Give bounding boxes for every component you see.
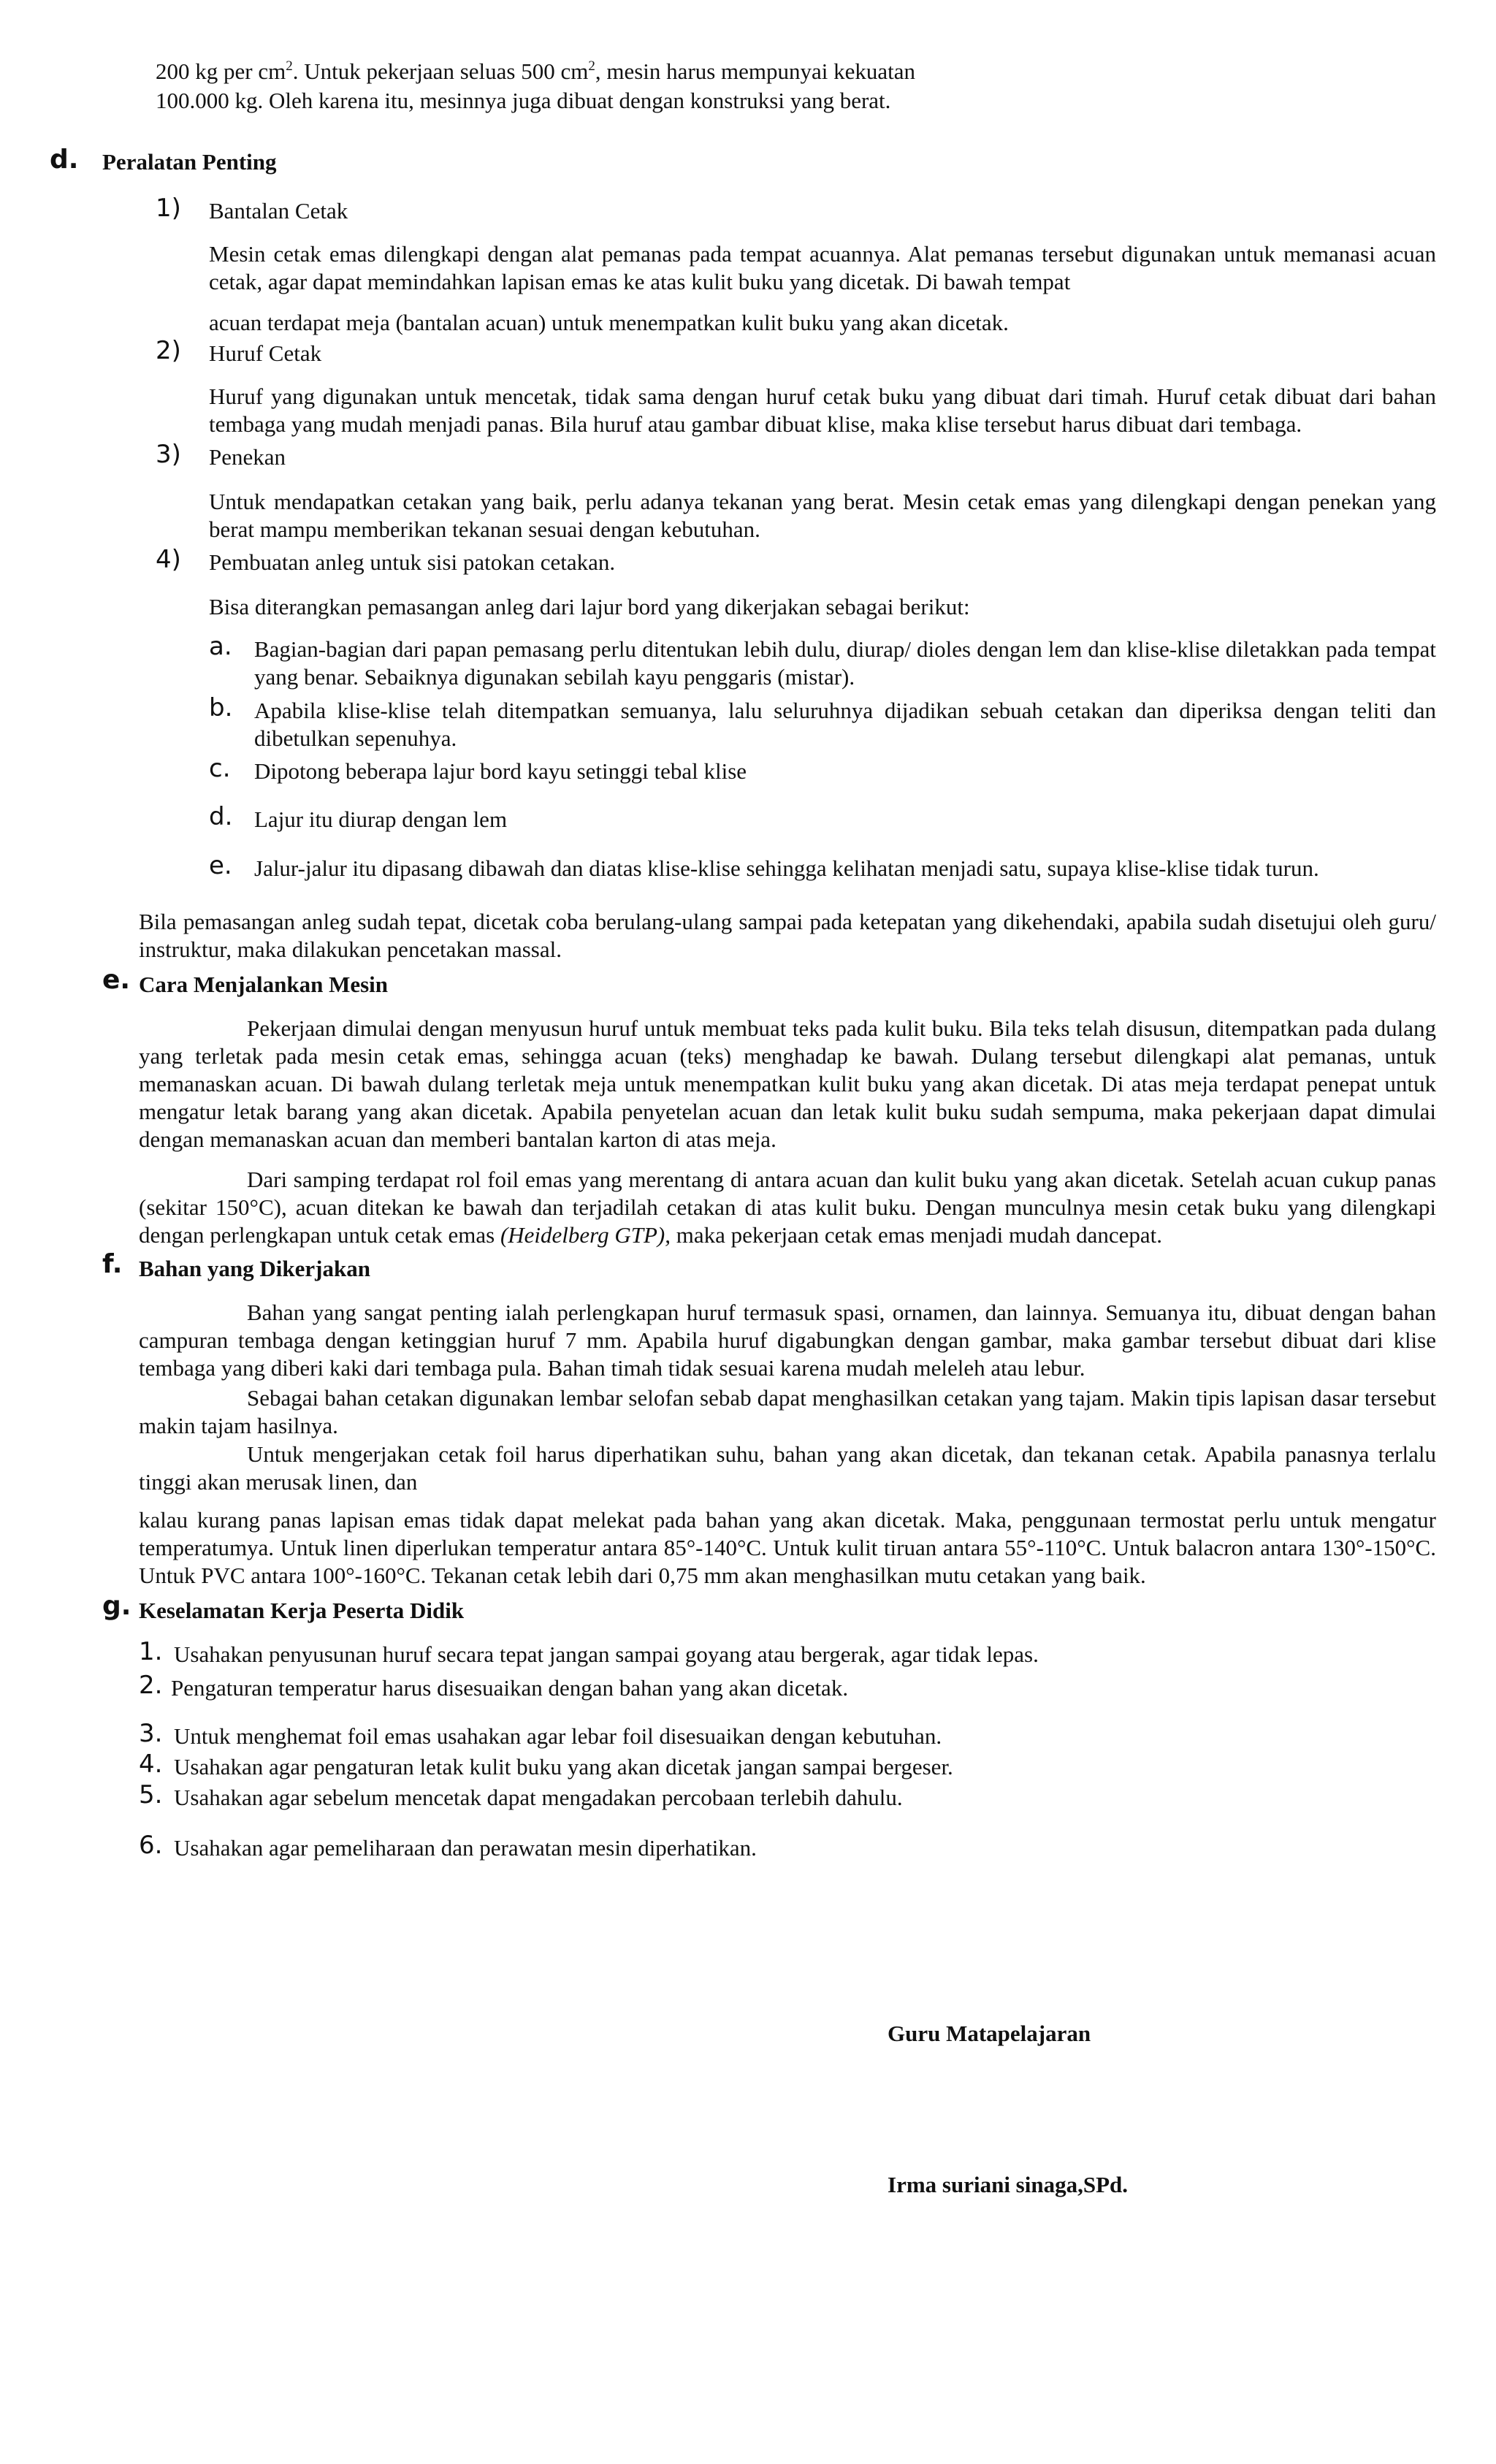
- list-number: 3.: [139, 1719, 163, 1748]
- subitem-text: Dipotong beberapa lajur bord kayu setinggi tebal klise: [254, 758, 747, 784]
- list-item: Untuk menghemat foil emas usahakan agar lebar foil disesuaikan dengan kebutuhan.: [174, 1723, 942, 1749]
- item-title: Huruf Cetak: [209, 340, 322, 366]
- intro-text-b: . Untuk pekerjaan seluas 500 cm: [292, 58, 589, 84]
- subitem-letter: c.: [209, 754, 231, 783]
- list-item: Usahakan agar pemeliharaan dan perawatan mesin diperhatikan.: [174, 1835, 757, 1861]
- list-item: Usahakan agar sebelum mencetak dapat mengadakan percobaan terlebih dahulu.: [174, 1785, 903, 1810]
- list-number: 2.: [139, 1671, 163, 1700]
- section-f-paragraph-3: Untuk mengerjakan cetak foil harus diperhatikan suhu, bahan yang akan dicetak, dan tekanan cetak. Apabila panasnya terlalu tinggi akan merusak linen, dan: [139, 1441, 1436, 1495]
- item-title: Bantalan Cetak: [209, 198, 348, 224]
- item-number: 3): [156, 440, 181, 469]
- list-item: Pengaturan temperatur harus disesuaikan dengan bahan yang akan dicetak.: [171, 1675, 849, 1701]
- item-number: 4): [156, 545, 181, 574]
- subitem-letter: d.: [209, 802, 233, 831]
- section-e-paragraph-2-text: Dari samping terdapat rol foil emas yang merentang di antara acuan dan kulit buku yang akan dicetak. Setelah acuan cukup panas (sekitar 150°C), acuan ditekan ke bawah dan terjadilah cetakan di atas kulit buku. Dengan munculnya mesin cetak buku yang dilengkapi dengan perlengkapan untuk cetak emas: [139, 1167, 1436, 1248]
- section-f-paragraph-2: Sebagai bahan cetakan digunakan lembar selofan sebab dapat menghasilkan cetakan yang tajam. Makin tipis lapisan dasar tersebut makin tajam hasilnya.: [139, 1385, 1436, 1438]
- section-d-title: Peralatan Penting: [102, 149, 277, 175]
- item-title: Pembuatan anleg untuk sisi patokan cetakan.: [209, 549, 616, 575]
- section-d-letter: d.: [50, 145, 79, 175]
- subitem-letter: b.: [209, 693, 233, 722]
- item-number: 1): [156, 194, 181, 223]
- section-f-paragraph-1: Bahan yang sangat penting ialah perlengkapan huruf termasuk spasi, ornamen, dan lainnya. Semuanya itu, dibuat dengan bahan campuran tembaga dengan ketinggian huruf 7 mm. Apabila huruf digabungkan dengan gambar, maka gambar tersebut dibuat dari klise tembaga yang diberi kaki dari tembaga pula. Bahan timah tidak sesuai karena mudah meleleh atau lebur.: [139, 1300, 1436, 1381]
- subitem-text: Lajur itu diurap dengan lem: [254, 806, 508, 832]
- item-paragraph: Mesin cetak emas dilengkapi dengan alat pemanas pada tempat acuannya. Alat pemanas tersebut digunakan untuk memanasi acuan cetak, agar dapat memindahkan lapisan emas ke atas kulit buku yang dicetak. Di bawah tempat: [209, 241, 1436, 294]
- superscript-2: 2: [588, 58, 595, 74]
- intro-line-2: 100.000 kg. Oleh karena itu, mesinnya juga dibuat dengan konstruksi yang berat.: [156, 88, 891, 113]
- section-f-letter: f.: [102, 1249, 123, 1279]
- list-number: 6.: [139, 1831, 163, 1860]
- section-e-letter: e.: [102, 965, 131, 995]
- list-number: 4.: [139, 1750, 163, 1779]
- list-number: 5.: [139, 1780, 163, 1809]
- subitem-letter: e.: [209, 851, 232, 880]
- subitem-text: Jalur-jalur itu dipasang dibawah dan diatas klise-klise sehingga kelihatan menjadi satu, supaya klise-klise tidak turun.: [254, 855, 1319, 881]
- section-e-title: Cara Menjalankan Mesin: [139, 972, 388, 997]
- subitem-letter: a.: [209, 632, 232, 661]
- intro-text-a: 200 kg per cm: [156, 58, 286, 84]
- section-e-paragraph-1: Pekerjaan dimulai dengan menyusun huruf untuk membuat teks pada kulit buku. Bila teks telah disusun, ditempatkan pada dulang yang terletak pada mesin cetak emas, sehingga acuan (teks) menghadap ke bawah. Dulang tersebut dilengkapi alat pemanas, untuk memanaskan acuan. Di bawah dulang terletak meja untuk menempatkan kulit buku yang akan dicetak. Di atas meja terdapat penepat untuk mengatur letak barang yang akan dicetak. Apabila penyetelan acuan dan letak kulit buku sudah sempuma, maka pekerjaan dapat dimulai dengan memanaskan acuan dan memberi bantalan karton di atas meja.: [139, 1015, 1436, 1152]
- signature-role: Guru Matapelajaran: [888, 2021, 1091, 2046]
- section-d-closing: Bila pemasangan anleg sudah tepat, dicetak coba berulang-ulang sampai pada ketepatan yang dikehendaki, apabila sudah disetujui oleh guru/ instruktur, maka dilakukan pencetakan massal.: [139, 909, 1436, 962]
- subitem-text: Apabila klise-klise telah ditempatkan semuanya, lalu seluruhnya dijadikan sebuah cetakan dan diperiksa dengan teliti dan dibetulkan sepenuhya.: [254, 698, 1436, 751]
- item-paragraph: Huruf yang digunakan untuk mencetak, tidak sama dengan huruf cetak buku yang dibuat dari timah. Huruf cetak dibuat dari bahan tembaga yang mudah menjadi panas. Bila huruf atau gambar dibuat klise, maka klise tersebut harus dibuat dari tembaga.: [209, 384, 1436, 437]
- machine-model-name: (Heidelberg GTP),: [500, 1222, 671, 1248]
- section-e-paragraph-2: [139, 1166, 1436, 1249]
- section-f-paragraph-4: kalau kurang panas lapisan emas tidak dapat melekat pada bahan yang akan dicetak. Maka, penggunaan termostat perlu untuk mengatur temperatumya. Untuk linen diperlukan temperatur antara 85°-140°C. Untuk kulit tiruan antara 55°-110°C. Untuk balacron antara 130°-150°C. Untuk PVC antara 100°-160°C. Tekanan cetak lebih dari 0,75 mm akan menghasilkan mutu cetakan yang baik.: [139, 1507, 1436, 1588]
- item-paragraph: Untuk mendapatkan cetakan yang baik, perlu adanya tekanan yang berat. Mesin cetak emas yang dilengkapi dengan penekan yang berat mampu memberikan tekanan sesuai dengan kebutuhan.: [209, 489, 1436, 542]
- item-paragraph: acuan terdapat meja (bantalan acuan) untuk menempatkan kulit buku yang akan dicetak.: [209, 310, 1009, 335]
- list-number: 1.: [139, 1637, 163, 1666]
- section-e-paragraph-2-text-end: maka pekerjaan cetak emas menjadi mudah dancepat.: [676, 1222, 1163, 1248]
- item-paragraph: Bisa diterangkan pemasangan anleg dari lajur bord yang dikerjakan sebagai berikut:: [209, 594, 970, 619]
- section-f-title: Bahan yang Dikerjakan: [139, 1256, 370, 1281]
- subitem-text: Bagian-bagian dari papan pemasang perlu ditentukan lebih dulu, diurap/ dioles dengan lem dan klise-klise diletakkan pada tempat yang benar. Sebaiknya digunakan sebilah kayu penggaris (mistar).: [254, 636, 1436, 690]
- section-g-title: Keselamatan Kerja Peserta Didik: [139, 1598, 465, 1623]
- superscript-2: 2: [286, 58, 293, 74]
- intro-text-c: , mesin harus mempunyai kekuatan: [595, 58, 916, 84]
- signature-name: Irma suriani sinaga,SPd.: [888, 2172, 1129, 2197]
- section-g-letter: g.: [102, 1591, 131, 1621]
- item-title: Penekan: [209, 444, 286, 470]
- list-item: Usahakan agar pengaturan letak kulit buku yang akan dicetak jangan sampai bergeser.: [174, 1754, 953, 1780]
- list-item: Usahakan penyusunan huruf secara tepat jangan sampai goyang atau bergerak, agar tidak lepas.: [174, 1641, 1039, 1667]
- item-number: 2): [156, 336, 181, 365]
- intro-line-1: [156, 58, 1456, 85]
